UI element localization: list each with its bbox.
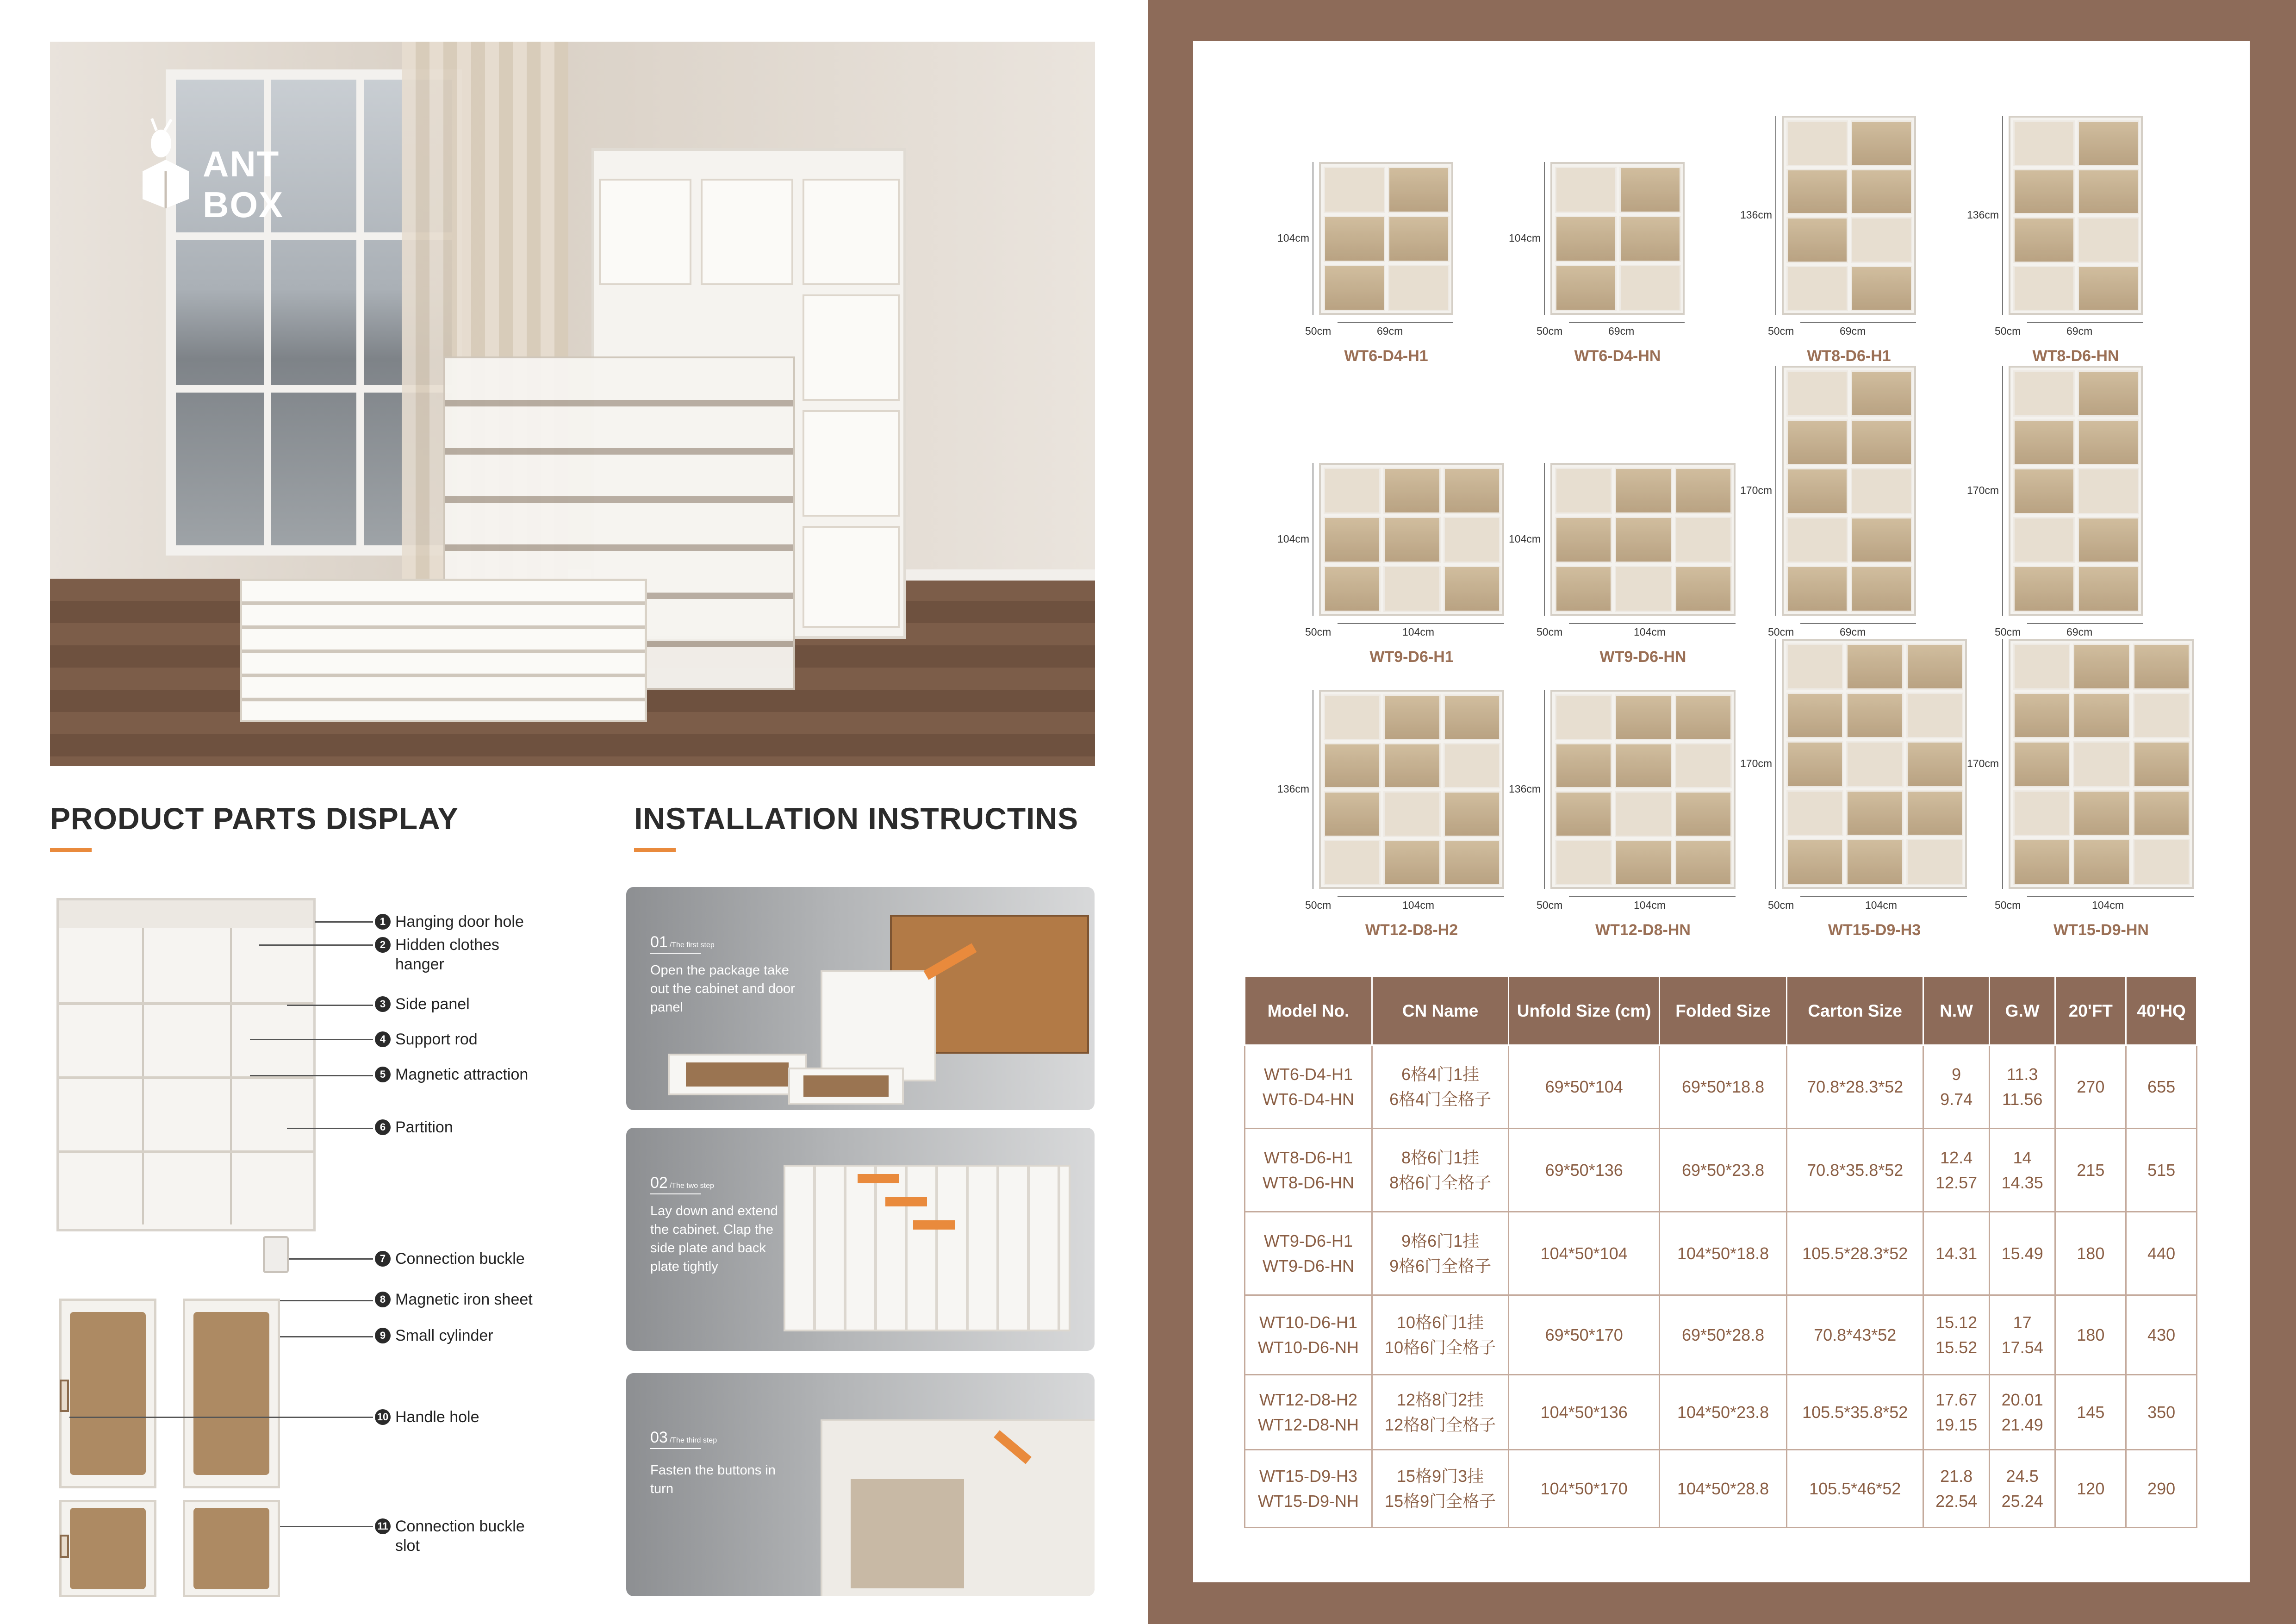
header-nw: N.W xyxy=(1923,977,1990,1045)
cell-model: WT10-D6-H1 WT10-D6-NH xyxy=(1245,1295,1372,1375)
header-cn-name: CN Name xyxy=(1372,977,1508,1045)
width-dimension: 69cm xyxy=(1840,626,1866,638)
wardrobe-image xyxy=(1319,690,1504,889)
cell-folded: 104*50*23.8 xyxy=(1660,1375,1787,1450)
step-description: Fasten the buttons in turn xyxy=(650,1463,776,1496)
cell-folded: 69*50*23.8 xyxy=(1660,1129,1787,1212)
cell-model: WT8-D6-H1 WT8-D6-HN xyxy=(1245,1129,1372,1212)
header-gw: G.W xyxy=(1989,977,2055,1045)
header-40hq: 40'HQ xyxy=(2126,977,2197,1045)
depth-dimension: 50cm xyxy=(1537,626,1563,638)
part-label: 11 Connection buckle slot xyxy=(375,1517,528,1555)
model-label: WT15-D9-HN xyxy=(2053,921,2149,939)
width-dimension: 69cm xyxy=(1840,325,1866,337)
cell-unfold: 104*50*170 xyxy=(1509,1450,1660,1528)
brand-line-1: ANT xyxy=(203,144,280,184)
parts-title-rule xyxy=(50,848,92,852)
cell-gw: 15.49 xyxy=(1989,1212,2055,1295)
small-door-back xyxy=(183,1500,280,1597)
arrow-icon xyxy=(858,1174,899,1183)
product-card xyxy=(1500,0,1712,944)
cell-folded: 69*50*28.8 xyxy=(1660,1295,1787,1375)
brand-logo xyxy=(138,116,305,227)
part-label: 10 Handle hole xyxy=(375,1407,479,1427)
part-label: 6 Partition xyxy=(375,1118,453,1137)
cell-ft20: 145 xyxy=(2055,1375,2126,1450)
height-dimension: 104cm xyxy=(1277,232,1310,244)
cell-nw: 12.4 12.57 xyxy=(1923,1129,1990,1212)
parts-section-title: PRODUCT PARTS DISPLAY xyxy=(50,801,459,836)
install-step-2: 02 /The two step Lay down and extend the cabinet. Clap the side plate and back plate tightly xyxy=(626,1128,1095,1351)
model-label: WT9-D6-H1 xyxy=(1369,648,1454,666)
width-dimension: 104cm xyxy=(1402,626,1435,638)
expanding-cabinet xyxy=(784,1165,1070,1331)
hero-photo xyxy=(50,42,1095,766)
width-dimension: 69cm xyxy=(1377,325,1403,337)
install-step-3: 03 /The third step Fasten the buttons in turn xyxy=(626,1373,1095,1596)
part-label: 8 Magnetic iron sheet xyxy=(375,1290,533,1309)
cell-folded: 104*50*18.8 xyxy=(1660,1212,1787,1295)
model-label: WT9-D6-HN xyxy=(1599,648,1686,666)
arrow-icon xyxy=(913,1220,955,1230)
cell-ft20: 120 xyxy=(2055,1450,2126,1528)
cell-gw: 24.5 25.24 xyxy=(1989,1450,2055,1528)
height-dimension: 104cm xyxy=(1509,232,1541,244)
cell-nw: 21.8 22.54 xyxy=(1923,1450,1990,1528)
part-label: 1 Hanging door hole xyxy=(375,912,524,931)
cell-carton: 105.5*28.3*52 xyxy=(1787,1212,1923,1295)
part-label: 3 Side panel xyxy=(375,994,470,1014)
cell-hq40: 440 xyxy=(2126,1212,2197,1295)
cell-unfold: 69*50*104 xyxy=(1509,1045,1660,1129)
cell-nw: 9 9.74 xyxy=(1923,1045,1990,1129)
cell-gw: 20.01 21.49 xyxy=(1989,1375,2055,1450)
part-label: 9 Small cylinder xyxy=(375,1326,493,1345)
model-label: WT12-D8-H2 xyxy=(1365,921,1458,939)
cell-ft20: 215 xyxy=(2055,1129,2126,1212)
width-dimension: 69cm xyxy=(1608,325,1635,337)
depth-dimension: 50cm xyxy=(1768,626,1794,638)
header-unfold: Unfold Size (cm) xyxy=(1509,977,1660,1045)
width-dimension: 104cm xyxy=(1402,899,1435,911)
model-label: WT12-D8-HN xyxy=(1595,921,1691,939)
table-row xyxy=(1245,1129,2197,1212)
cell-cn: 12格8门2挂 12格8门全格子 xyxy=(1372,1375,1508,1450)
cell-carton: 70.8*28.3*52 xyxy=(1787,1045,1923,1129)
model-label: WT6-D4-H1 xyxy=(1344,347,1428,365)
table-row xyxy=(1245,1295,2197,1375)
cell-carton: 70.8*43*52 xyxy=(1787,1295,1923,1375)
product-card xyxy=(1731,0,1944,944)
height-dimension: 136cm xyxy=(1277,783,1310,795)
handle-hole-part xyxy=(60,1380,69,1412)
model-label: WT8-D6-H1 xyxy=(1807,347,1891,365)
cell-unfold: 104*50*104 xyxy=(1509,1212,1660,1295)
width-dimension: 104cm xyxy=(2092,899,2124,911)
cell-carton: 105.5*46*52 xyxy=(1787,1450,1923,1528)
cell-nw: 15.12 15.52 xyxy=(1923,1295,1990,1375)
model-label: WT6-D4-HN xyxy=(1574,347,1661,365)
cell-gw: 17 17.54 xyxy=(1989,1295,2055,1375)
door-panel-front xyxy=(59,1299,156,1488)
header-20ft: 20'FT xyxy=(2055,977,2126,1045)
width-dimension: 104cm xyxy=(1634,899,1666,911)
cell-unfold: 104*50*136 xyxy=(1509,1375,1660,1450)
depth-dimension: 50cm xyxy=(1305,626,1332,638)
table-row xyxy=(1245,1375,2197,1450)
wardrobe-image xyxy=(2009,639,2194,889)
part-label: 5 Magnetic attraction xyxy=(375,1065,528,1084)
step-description: Open the package take out the cabinet and door panel xyxy=(650,963,795,1015)
table-row xyxy=(1245,1045,2197,1129)
ant-box-icon xyxy=(138,116,203,208)
cell-gw: 14 14.35 xyxy=(1989,1129,2055,1212)
step-description: Lay down and extend the cabinet. Clap the side plate and back plate tightly xyxy=(650,1204,778,1274)
product-card xyxy=(1958,0,2171,944)
connection-buckle-part xyxy=(263,1236,289,1273)
width-dimension: 69cm xyxy=(2066,626,2093,638)
table-row xyxy=(1245,1450,2197,1528)
cell-hq40: 350 xyxy=(2126,1375,2197,1450)
height-dimension: 104cm xyxy=(1509,533,1541,545)
part-label: 7 Connection buckle xyxy=(375,1249,525,1268)
height-dimension: 170cm xyxy=(1740,757,1773,769)
cell-ft20: 270 xyxy=(2055,1045,2126,1129)
header-model: Model No. xyxy=(1245,977,1372,1045)
depth-dimension: 50cm xyxy=(1537,325,1563,337)
parts-cabinet-diagram xyxy=(56,898,316,1231)
cabinet-closeup xyxy=(821,1419,1095,1596)
install-title-rule xyxy=(634,848,676,852)
width-dimension: 104cm xyxy=(1634,626,1666,638)
cell-nw: 14.31 xyxy=(1923,1212,1990,1295)
cell-gw: 11.3 11.56 xyxy=(1989,1045,2055,1129)
height-dimension: 136cm xyxy=(1740,209,1773,221)
height-dimension: 170cm xyxy=(1967,484,1999,496)
cell-unfold: 69*50*170 xyxy=(1509,1295,1660,1375)
cell-cn: 8格6门1挂 8格6门全格子 xyxy=(1372,1129,1508,1212)
height-dimension: 136cm xyxy=(1967,209,1999,221)
product-card xyxy=(1268,0,1481,944)
cell-folded: 69*50*18.8 xyxy=(1660,1045,1787,1129)
width-dimension: 104cm xyxy=(1865,899,1898,911)
depth-dimension: 50cm xyxy=(1537,899,1563,911)
wardrobe-image xyxy=(1550,690,1736,889)
depth-dimension: 50cm xyxy=(1995,626,2021,638)
wardrobe-image xyxy=(1782,639,1967,889)
depth-dimension: 50cm xyxy=(1768,899,1794,911)
cell-ft20: 180 xyxy=(2055,1212,2126,1295)
cell-model: WT9-D6-H1 WT9-D6-HN xyxy=(1245,1212,1372,1295)
depth-dimension: 50cm xyxy=(1768,325,1794,337)
cell-hq40: 515 xyxy=(2126,1129,2197,1212)
header-folded: Folded Size xyxy=(1660,977,1787,1045)
model-label: WT8-D6-HN xyxy=(2032,347,2119,365)
cell-carton: 105.5*35.8*52 xyxy=(1787,1375,1923,1450)
width-dimension: 69cm xyxy=(2066,325,2093,337)
cell-carton: 70.8*35.8*52 xyxy=(1787,1129,1923,1212)
cell-cn: 10格6门1挂 10格6门全格子 xyxy=(1372,1295,1508,1375)
model-label: WT15-D9-H3 xyxy=(1828,921,1921,939)
cell-unfold: 69*50*136 xyxy=(1509,1129,1660,1212)
cell-cn: 9格6门1挂 9格6门全格子 xyxy=(1372,1212,1508,1295)
height-dimension: 104cm xyxy=(1277,533,1310,545)
install-step-1: 01 /The first step Open the package take out the cabinet and door panel xyxy=(626,887,1095,1110)
height-dimension: 136cm xyxy=(1509,783,1541,795)
install-section-title: INSTALLATION INSTRUCTINS xyxy=(634,801,1079,836)
cell-ft20: 180 xyxy=(2055,1295,2126,1375)
height-dimension: 170cm xyxy=(1740,484,1773,496)
depth-dimension: 50cm xyxy=(1305,325,1332,337)
folded-cabinet xyxy=(240,579,647,722)
spec-table-header xyxy=(1245,977,2197,1045)
depth-dimension: 50cm xyxy=(1305,899,1332,911)
height-dimension: 170cm xyxy=(1967,757,1999,769)
cell-model: WT6-D4-H1 WT6-D4-HN xyxy=(1245,1045,1372,1129)
small-door-front xyxy=(59,1500,156,1597)
cell-folded: 104*50*28.8 xyxy=(1660,1450,1787,1528)
cell-hq40: 655 xyxy=(2126,1045,2197,1129)
depth-dimension: 50cm xyxy=(1995,899,2021,911)
cell-hq40: 430 xyxy=(2126,1295,2197,1375)
part-label: 4 Support rod xyxy=(375,1030,478,1049)
door-panel-back xyxy=(183,1299,280,1488)
cell-nw: 17.67 19.15 xyxy=(1923,1375,1990,1450)
header-carton: Carton Size xyxy=(1787,977,1923,1045)
spec-table xyxy=(1244,976,2197,1528)
cell-hq40: 290 xyxy=(2126,1450,2197,1528)
part-label: 2 Hidden clothes hanger xyxy=(375,935,528,974)
brand-line-2: BOX xyxy=(203,184,284,225)
cell-cn: 6格4门1挂 6格4门全格子 xyxy=(1372,1045,1508,1129)
cell-model: WT12-D8-H2 WT12-D8-NH xyxy=(1245,1375,1372,1450)
table-row xyxy=(1245,1212,2197,1295)
cell-cn: 15格9门3挂 15格9门全格子 xyxy=(1372,1450,1508,1528)
arrow-icon xyxy=(885,1197,927,1206)
cell-model: WT15-D9-H3 WT15-D9-NH xyxy=(1245,1450,1372,1528)
depth-dimension: 50cm xyxy=(1995,325,2021,337)
